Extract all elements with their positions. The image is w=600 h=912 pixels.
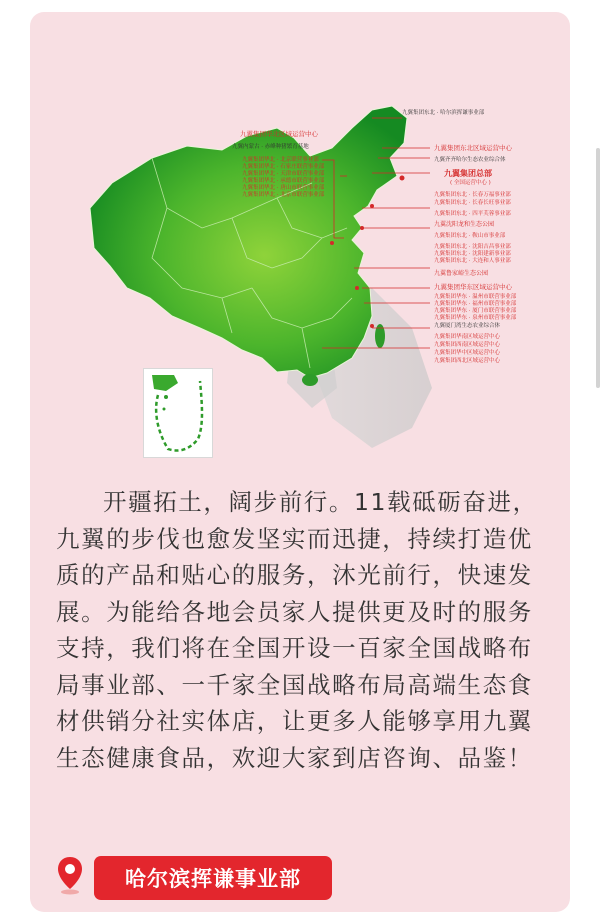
label-headquarters-sub: ( 全国运营中心 )	[450, 180, 491, 186]
scrollbar[interactable]	[596, 148, 600, 388]
label-north-center: 九翼集团华北区域运营中心	[240, 130, 318, 138]
label-ne-branch-1: 九翼集团东北 · 长春万福事业部	[434, 192, 511, 198]
label-south-center-1: 九翼集团华南区域运营中心	[434, 334, 501, 340]
article-paragraph: 开疆拓土，阔步前行。11载砥砺奋进，九翼的步伐也愈发坚实而迅捷，持续打造优质的产品和贴心的服务，沐光前行，快速发展。为能给各地会员家人提供更及时的服务支持，我们将在全国开设一百家全国战略布局事业部、一千家全国战略布局高端生态食材供销分社实体店，让更多人能够享用九翼生态健康食品，欢迎大家到店咨询、品鉴！	[56, 488, 538, 772]
label-south-center-4: 九翼集团西北区域运营中心	[434, 358, 501, 364]
label-south-center-3: 九翼集团华中区域运营中心	[434, 350, 501, 356]
hainan-island	[302, 374, 318, 386]
label-east-center: 九翼集团华东区域运营中心	[434, 283, 512, 291]
location-tag-button[interactable]: 哈尔滨挥谦事业部	[94, 856, 332, 900]
label-lunan-park: 九翼鲁家峪生态公园	[434, 270, 489, 277]
label-ne-small-1: 九翼集团东北 · 鞍山市事业部	[434, 233, 506, 239]
label-north-branch-4: 九翼集团华北 · 承德市联营事业部	[242, 178, 325, 184]
label-ne-branch-2: 九翼集团东北 · 长春长旺事业部	[434, 200, 511, 206]
south-sea-inset-map	[143, 368, 213, 458]
label-south-center-2: 九翼集团西南区域运营中心	[434, 342, 501, 348]
label-headquarters: 九翼集团总部	[444, 169, 492, 178]
label-east-branch-4: 九翼集团华东 · 泉州市联营事业部	[434, 315, 517, 321]
label-northeast-center: 九翼集团东北区域运营中心	[434, 144, 512, 152]
label-inner-mongolia: 九翼内蒙古 · 赤峰种猪繁育基地	[232, 144, 309, 150]
label-east-branch-2: 九翼集团华东 · 福州市联营事业部	[434, 301, 517, 307]
label-north-branch-5: 九翼集团华北 · 唐山市联营事业部	[242, 185, 325, 191]
label-qiqihar: 九翼齐齐哈尔生态农业综合体	[434, 157, 506, 163]
label-east-branch-1: 九翼集团华东 · 温州市联营事业部	[434, 294, 517, 300]
label-north-branch-1: 九翼集团华北 · 北京联营事业部	[242, 157, 319, 163]
south-sea-inset-svg	[144, 369, 212, 457]
label-north-branch-2: 九翼集团华北 · 石家庄联营事业部	[242, 164, 325, 170]
label-top-right: 九翼集团东北 · 哈尔滨挥谦事业部	[402, 110, 485, 116]
label-xiamen-complex: 九翼厦门湾生态农业综合体	[434, 323, 501, 329]
label-ne-group2-3: 九翼集团东北 · 大连和人事业部	[434, 258, 511, 264]
label-north-branch-3: 九翼集团华北 · 天津市联营事业部	[242, 171, 325, 177]
location-pin-icon	[56, 855, 84, 895]
label-ne-group2-2: 九翼集团东北 · 沈阳建新事业部	[434, 251, 511, 257]
label-ne-more-1: 九翼集团东北 · 四平芙蓉事业部	[434, 211, 511, 217]
label-east-branch-3: 九翼集团华东 · 厦门市联营事业部	[434, 308, 517, 314]
label-shenyang-park: 九翼沈阳龙和生态公园	[434, 221, 495, 228]
label-north-branch-6: 九翼集团华北 · 北京市联营事业部	[242, 192, 325, 198]
label-ne-group2-1: 九翼集团东北 · 沈阳吉昌事业部	[434, 244, 511, 250]
